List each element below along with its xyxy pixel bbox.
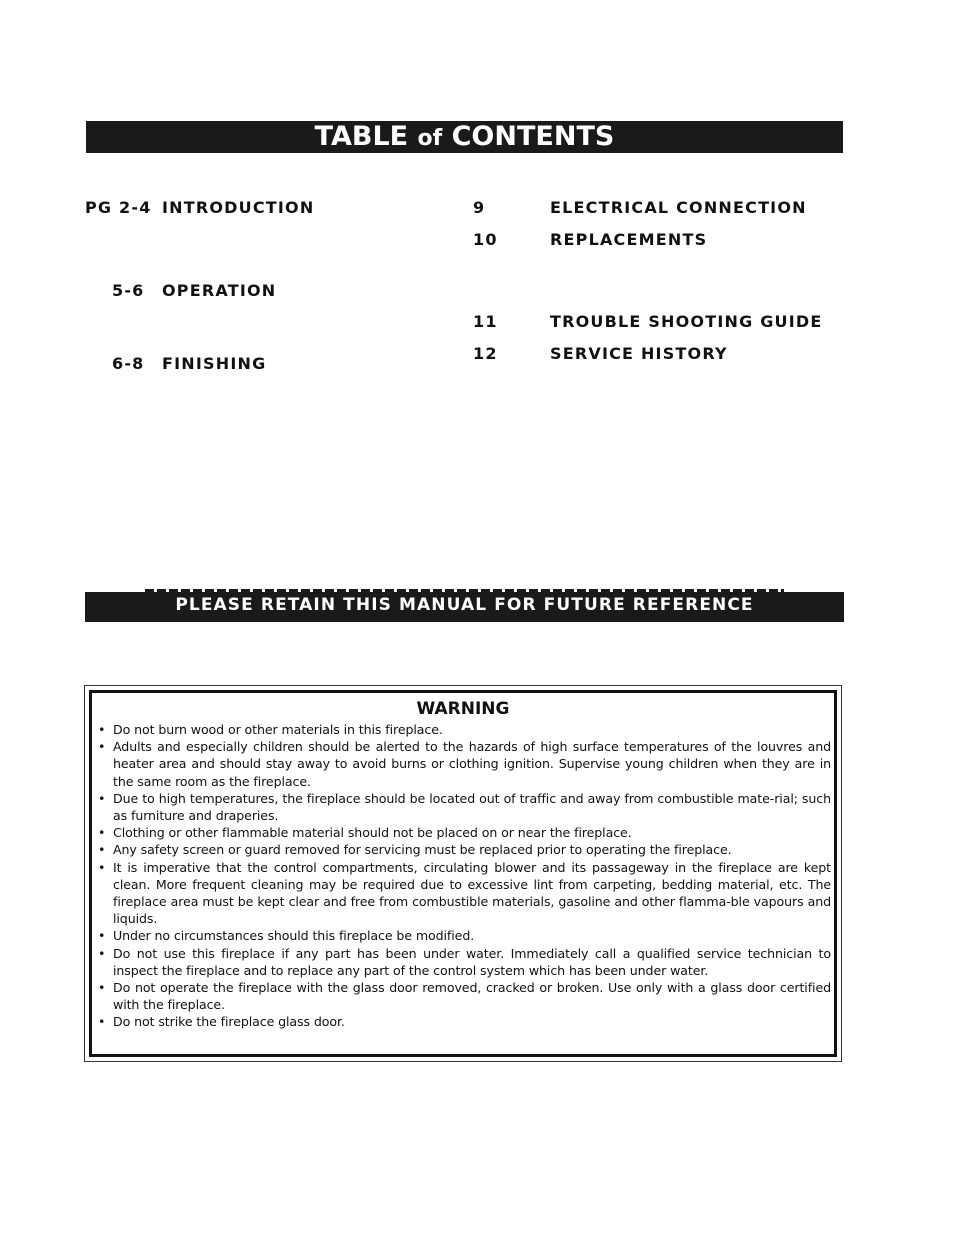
warning-item xyxy=(95,721,831,738)
bullet-icon: • xyxy=(98,945,106,961)
warning-item-text: It is imperative that the control compartments, circulating blower and its passageway in the fireplace are kept clean. More frequent cleaning may be required due to excessive lint from carpeting, bedding material, etc. The fireplace area must be kept clear and free from combustible materials, gasoline and other flamma-ble vapours and liquids. xyxy=(113,859,831,927)
warning-box-inner xyxy=(89,690,837,1057)
warning-item-text: Any safety screen or guard removed for servicing must be replaced prior to operating the fireplace. xyxy=(113,842,732,858)
toc-entry-title: REPLACEMENTS xyxy=(550,230,708,249)
toc-entry-title: SERVICE HISTORY xyxy=(550,344,728,363)
bullet-icon: • xyxy=(98,722,106,737)
toc-page-number: 5-6 xyxy=(112,281,145,300)
toc-page-number: 6-8 xyxy=(112,354,145,373)
warning-title: WARNING xyxy=(416,699,510,719)
warning-item xyxy=(95,1013,831,1030)
toc-entry-title: OPERATION xyxy=(162,281,277,300)
warning-item xyxy=(95,790,831,824)
warning-list xyxy=(95,721,831,1031)
bullet-icon: • xyxy=(98,825,106,841)
toc-entry-title: FINISHING xyxy=(162,354,267,373)
warning-item xyxy=(95,979,831,1013)
toc-page-number: PG 2-4 xyxy=(85,198,152,217)
warning-item-text: Do not operate the fireplace with the glass door removed, cracked or broken. Use only with a glass door certified with the fireplace. xyxy=(113,980,831,1013)
warning-item xyxy=(95,824,831,841)
warning-box xyxy=(84,685,842,1062)
warning-item-text: Under no circumstances should this fireplace be modified. xyxy=(113,928,475,944)
toc-page-number: 12 xyxy=(473,344,498,363)
warning-item-text: Do not use this fireplace if any part has been under water. Immediately call a qualified service technician to inspect the fireplace and to replace any part of the control system which has been under water. xyxy=(113,945,831,978)
toc-heading-part-1: TABLE xyxy=(314,121,418,152)
retain-manual-banner: PLEASE RETAIN THIS MANUAL FOR FUTURE REFERENCE xyxy=(85,592,844,622)
toc-entry-title: INTRODUCTION xyxy=(162,198,315,217)
bullet-icon: • xyxy=(98,1014,106,1030)
warning-item-text: Do not burn wood or other materials in this fireplace. xyxy=(113,722,443,737)
toc-page-number: 11 xyxy=(473,312,498,331)
warning-item xyxy=(95,859,831,928)
toc-page-number: 10 xyxy=(473,230,498,249)
bullet-icon: • xyxy=(98,928,106,944)
toc-entry-title: TROUBLE SHOOTING GUIDE xyxy=(550,312,823,331)
warning-item xyxy=(95,841,831,858)
toc-heading-of: of xyxy=(417,126,443,151)
warning-item-text: Clothing or other flammable material should not be placed on or near the fireplace. xyxy=(113,825,632,841)
warning-item-text: Due to high temperatures, the fireplace should be located out of traffic and away from combustible mate-rial; such as furniture and draperies. xyxy=(113,790,831,824)
bullet-icon: • xyxy=(98,859,106,875)
toc-page-number: 9 xyxy=(473,198,486,217)
warning-item-text: Adults and especially children should be alerted to the hazards of high surface temperatures of the louvres and heater area and should stay away to avoid burns or clothing ignition. Supervise young children when they are in the same room as the fireplace. xyxy=(113,739,831,789)
warning-item-text: Do not strike the fireplace glass door. xyxy=(113,1014,345,1030)
warning-item xyxy=(95,945,831,979)
bullet-icon: • xyxy=(98,980,106,996)
bullet-icon: • xyxy=(98,790,106,806)
warning-item xyxy=(95,738,831,790)
warning-item xyxy=(95,927,831,944)
toc-entry-title: ELECTRICAL CONNECTION xyxy=(550,198,807,217)
toc-heading-part-2: CONTENTS xyxy=(442,121,615,152)
bullet-icon: • xyxy=(98,739,106,755)
table-of-contents-heading xyxy=(86,121,843,153)
bullet-icon: • xyxy=(98,842,106,858)
